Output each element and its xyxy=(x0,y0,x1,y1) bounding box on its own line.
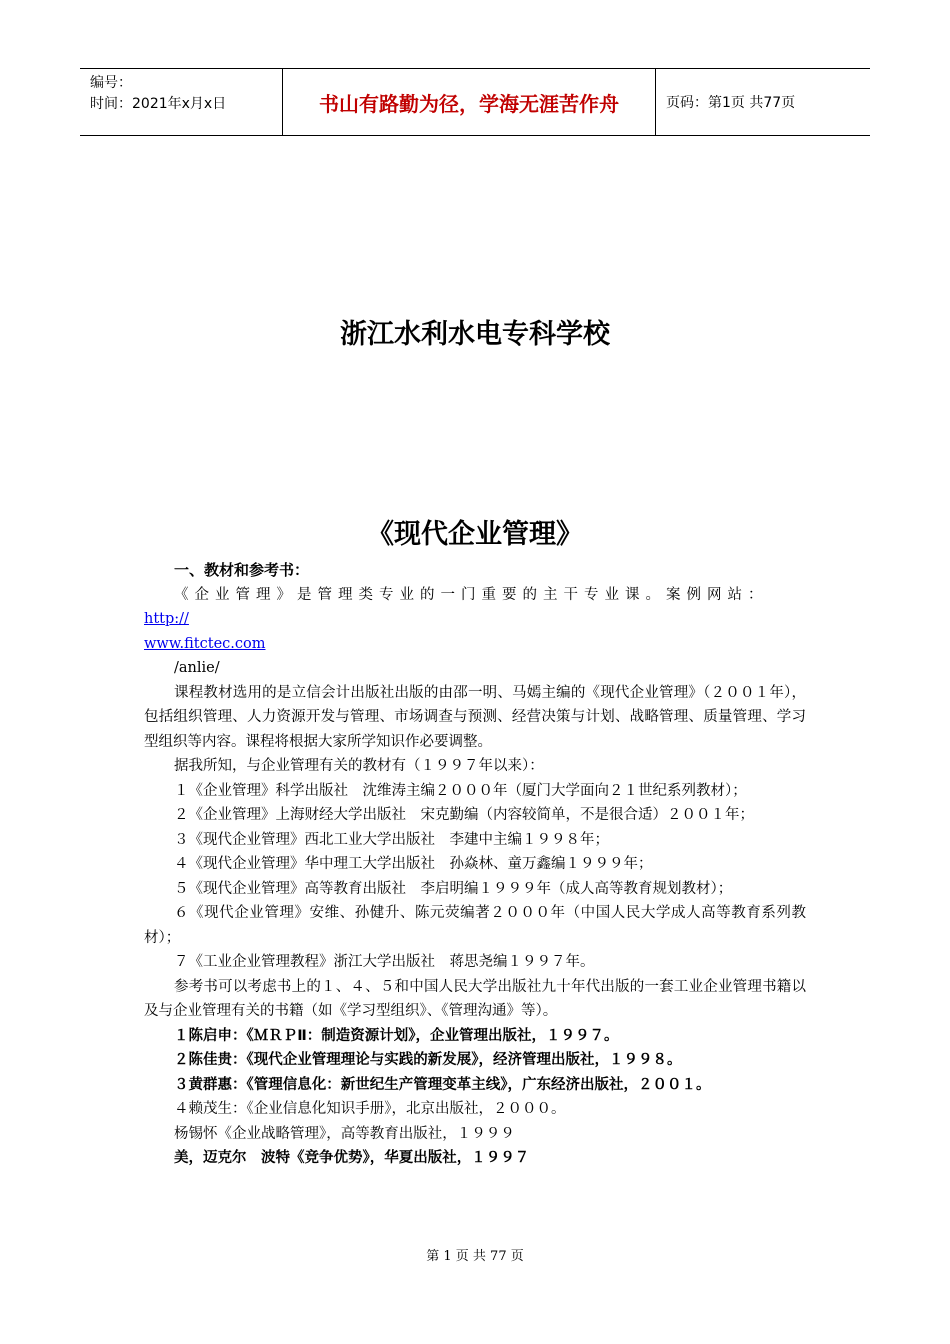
reference-item: 杨锡怀《企业战略管理》，高等教育出版社，１９９９ xyxy=(174,1125,515,1142)
book-item: ４《现代企业管理》华中理工大学出版社 孙焱林、童万鑫编１９９９年； xyxy=(174,856,653,872)
reference-item: １陈启申：《ＭＲＰⅡ：制造资源计划》，企业管理出版社，１９９７。 xyxy=(174,1027,619,1044)
document-body xyxy=(144,558,806,1171)
header-page-label: 页码：第1页 共77页 xyxy=(666,95,796,111)
intro-paragraph xyxy=(144,583,806,632)
reference-item: ４赖茂生：《企业信息化知识手册》，北京出版社，２０００。 xyxy=(174,1101,566,1117)
header-meta xyxy=(80,69,282,135)
reference-item: ３黄群惠：《管理信息化：新世纪生产管理变革主线》，广东经济出版社，２００１。 xyxy=(174,1076,711,1093)
case-website-link[interactable]: http:// xyxy=(144,611,189,627)
reference-books-paragraph: 参考书可以考虑书上的１、４、５和中国人民大学出版社九十年代出版的一套工业企业管理书籍以及与企业管理有关的书籍（如《学习型组织》、《管理沟通》等）。 xyxy=(144,978,806,1019)
page-footer: 第 1 页 共 77 页 xyxy=(426,1249,524,1264)
case-website-link-domain[interactable]: www.fitctec.com xyxy=(144,635,266,652)
link-path: /anlie/ xyxy=(174,660,220,676)
book-item: １《企业管理》科学出版社 沈维涛主编２０００年（厦门大学面向２１世纪系列教材）； xyxy=(174,782,747,799)
course-title: 《现代企业管理》 xyxy=(367,519,583,550)
textbook-paragraph: 课程教材选用的是立信会计出版社出版的由邵一明、马嫣主编的《现代企业管理》（２００１年），包括组织管理、人力资源开发与管理、市场调查与预测、经营决策与计划、战略管理、质量管理、学习型组织等内容。课程将根据大家所学知识作必要调整。 xyxy=(144,684,806,750)
known-textbooks-paragraph: 据我所知，与企业管理有关的教材有（１９９７年以来）： xyxy=(174,758,544,774)
book-item: ３《现代企业管理》西北工业大学出版社 李建中主编１９９８年； xyxy=(174,831,609,848)
book-item: ７《工业企业管理教程》浙江大学出版社 蒋思尧编１９９７年。 xyxy=(174,954,595,970)
link-continuation xyxy=(144,632,806,657)
book-item: ６《现代企业管理》安维、孙健升、陈元荧编著２０００年（中国人民大学成人高等教育系列教材）； xyxy=(144,905,806,946)
reference-item: ２陈佳贵：《现代企业管理理论与实践的新发展》，经济管理出版社，１９９８。 xyxy=(174,1052,682,1068)
page-header xyxy=(80,68,870,136)
school-title: 浙江水利水电专科学校 xyxy=(340,319,610,350)
reference-item: 美，迈克尔 波特《竞争优势》，华夏出版社，１９９７ xyxy=(174,1150,530,1166)
book-item: ２《企业管理》上海财经大学出版社 宋克勤编（内容较简单，不是很合适）２００１年； xyxy=(174,807,754,823)
header-motto: 书山有路勤为径，学海无涯苦作舟 xyxy=(282,69,656,135)
section-heading: 一、教材和参考书： xyxy=(174,561,310,579)
intro-text: 《企业管理》是管理类专业的一门重要的主干专业课。案例网站： xyxy=(174,586,769,603)
header-number-label: 编号： xyxy=(90,75,132,91)
header-time-label: 时间：2021年x月x日 xyxy=(90,96,227,112)
book-item: ５《现代企业管理》高等教育出版社 李启明编１９９９年（成人高等教育规划教材）； xyxy=(174,880,733,897)
